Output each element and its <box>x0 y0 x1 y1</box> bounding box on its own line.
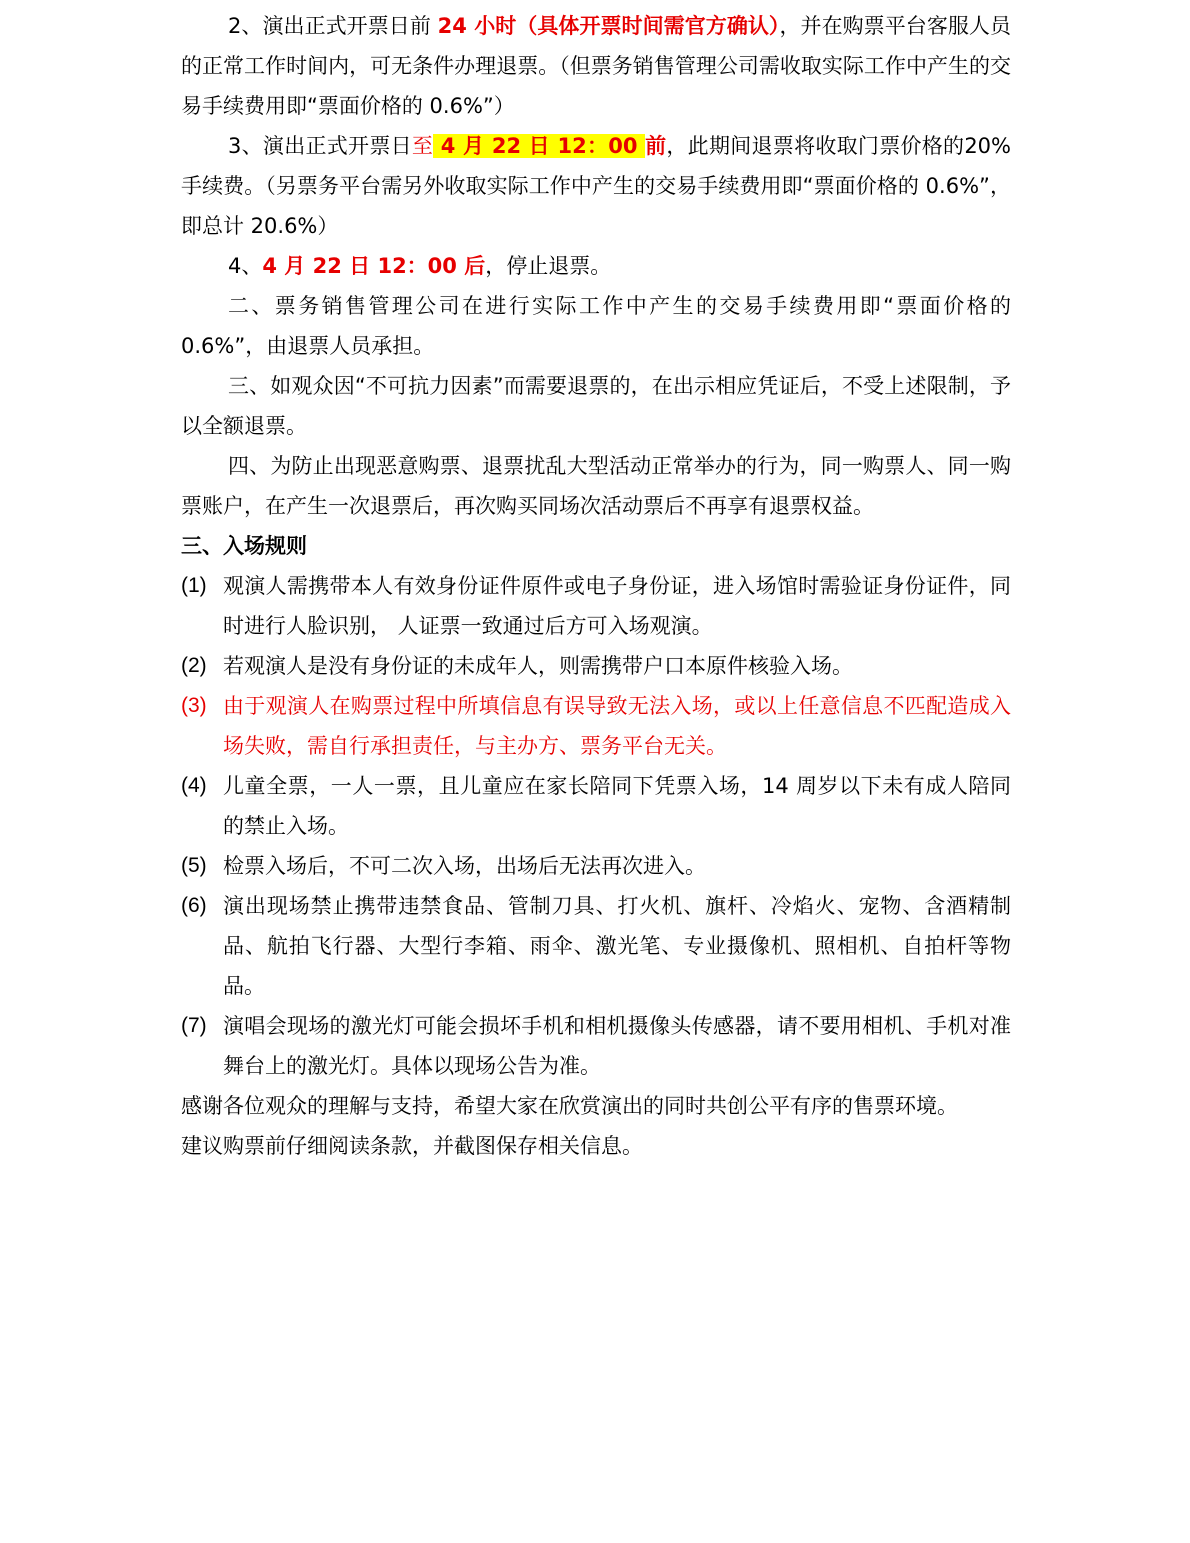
closing-thanks: 感谢各位观众的理解与支持，希望大家在欣赏演出的同时共创公平有序的售票环境。 <box>181 1094 958 1118</box>
entry-rule-item <box>181 846 1011 886</box>
refund-rule-3-text: ，此期间退票将收取门票价格的20%手续费。（另票务平台需另外收取实际工作中产生的交易手续费用即“票面价格的 0.6%”，即总计 20.6%） <box>181 134 1011 238</box>
entry-rule-text: 若观演人是没有身份证的未成年人，则需携带户口本原件核验入场。 <box>223 654 853 678</box>
refund-rule-item-4 <box>181 246 1011 286</box>
entry-rule-number: (6) <box>181 894 207 917</box>
entry-rule-text: 演唱会现场的激光灯可能会损坏手机和相机摄像头传感器，请不要用相机、手机对准舞台上的激光灯。具体以现场公告为准。 <box>223 1014 1011 1078</box>
entry-rule-number: (1) <box>181 574 207 597</box>
entry-rule-item <box>181 1006 1011 1086</box>
refund-section-3: 三、如观众因“不可抗力因素”而需要退票的，在出示相应凭证后，不受上述限制，予以全额退票。 <box>181 374 1011 438</box>
entry-rule-item <box>181 566 1011 646</box>
entry-rule-text: 演出现场禁止携带违禁食品、管制刀具、打火机、旗杆、冷焰火、宠物、含酒精制品、航拍飞行器、大型行李箱、雨伞、激光笔、专业摄像机、照相机、自拍杆等物品。 <box>223 894 1011 998</box>
entry-rule-text: 由于观演人在购票过程中所填信息有误导致无法入场，或以上任意信息不匹配造成入场失败，需自行承担责任，与主办方、票务平台无关。 <box>223 694 1011 758</box>
refund-rule-2-text: ，并在购票平台客服人员的正常工作时间内，可无条件办理退票。（但票务销售管理公司需收取实际工作中产生的交易手续费用即“票面价格的 0.6%”） <box>181 14 1011 118</box>
document-page <box>181 6 1011 1166</box>
entry-rule-number: (4) <box>181 774 207 797</box>
refund-rule-4-date: 4 月 22 日 12：00 后 <box>262 254 486 278</box>
entry-rule-item <box>181 646 1011 686</box>
entry-rule-number: (5) <box>181 854 207 877</box>
entry-rule-number: (7) <box>181 1014 207 1037</box>
refund-rule-item-3 <box>181 126 1011 246</box>
entry-rule-item <box>181 766 1011 846</box>
refund-rule-2-prefix: 2、演出正式开票日前 <box>228 14 438 38</box>
refund-rule-3-prefix: 3、演出正式开票日 <box>228 134 412 158</box>
entry-rule-number: (2) <box>181 654 207 677</box>
refund-section-2: 二、票务销售管理公司在进行实际工作中产生的交易手续费用即“票面价格的 0.6%”，由退票人员承担。 <box>181 294 1011 358</box>
entry-rule-text: 儿童全票，一人一票，且儿童应在家长陪同下凭票入场，14 周岁以下未有成人陪同的禁止入场。 <box>223 774 1011 838</box>
entry-rule-item <box>181 886 1011 1006</box>
refund-rule-2-deadline: 24 小时（具体开票时间需官方确认） <box>437 14 780 38</box>
refund-rule-3-date: 4 月 22 日 12：00 <box>433 134 646 158</box>
refund-rule-4-prefix: 4、 <box>228 254 263 278</box>
entry-rules-heading: 三、入场规则 <box>181 534 307 558</box>
entry-rule-text: 检票入场后，不可二次入场，出场后无法再次进入。 <box>223 854 706 878</box>
refund-rule-item-2 <box>181 6 1011 126</box>
refund-rule-4-text: ，停止退票。 <box>485 254 612 278</box>
refund-rule-3-to: 至 <box>411 134 434 158</box>
closing-advice: 建议购票前仔细阅读条款，并截图保存相关信息。 <box>181 1134 643 1158</box>
entry-rule-item-warning <box>181 686 1011 766</box>
entry-rules-list <box>181 566 1011 1086</box>
entry-rule-number: (3) <box>181 694 207 717</box>
entry-rule-text: 观演人需携带本人有效身份证件原件或电子身份证，进入场馆时需验证身份证件，同时进行人脸识别， 人证票一致通过后方可入场观演。 <box>223 574 1011 638</box>
refund-section-4: 四、为防止出现恶意购票、退票扰乱大型活动正常举办的行为，同一购票人、同一购票账户，在产生一次退票后，再次购买同场次活动票后不再享有退票权益。 <box>181 454 1011 518</box>
refund-rule-3-before: 前 <box>645 134 667 158</box>
